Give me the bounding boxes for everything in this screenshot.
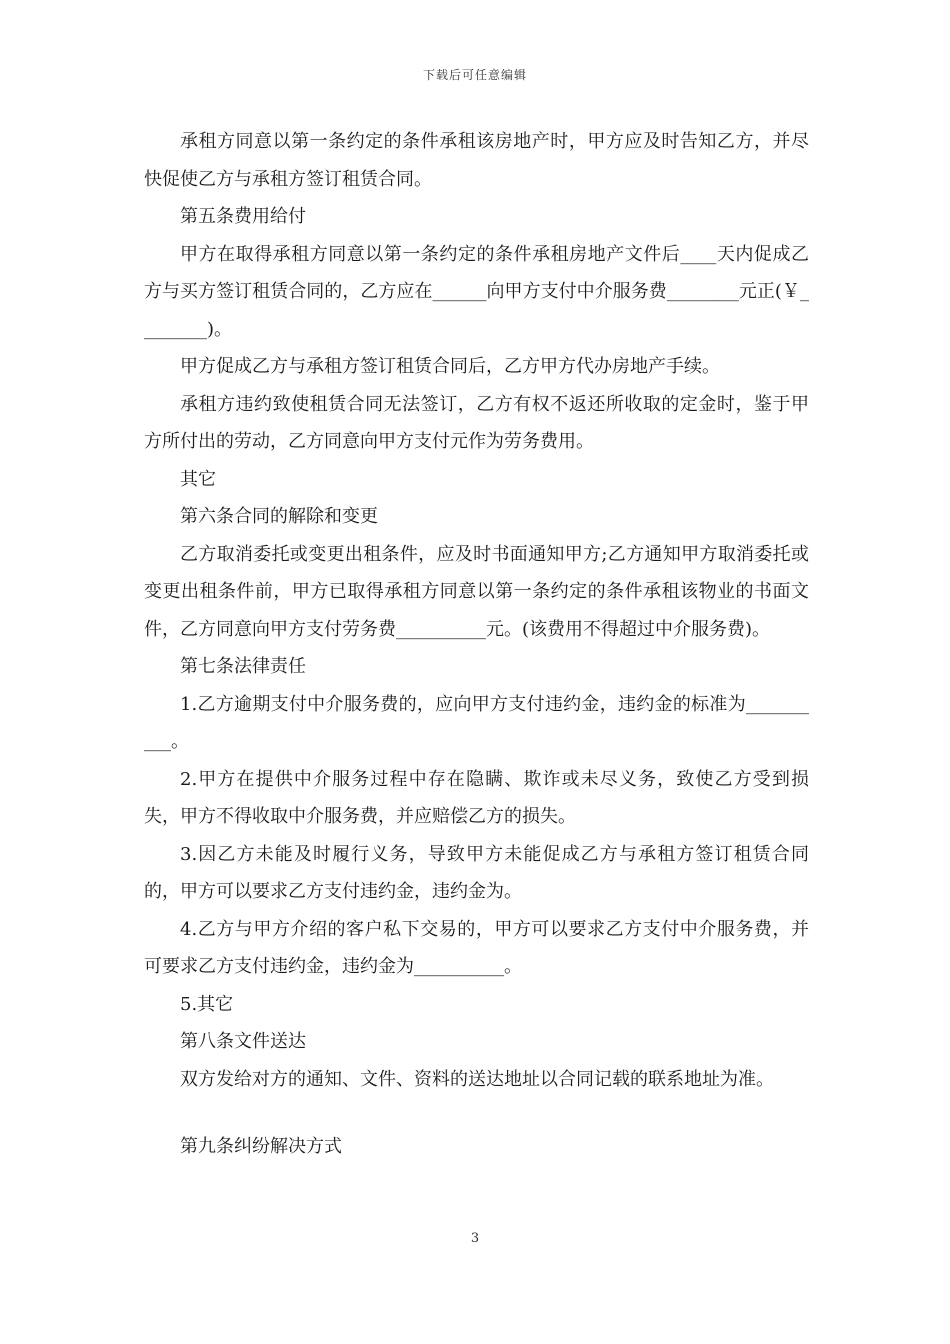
paragraph: 乙方取消委托或变更出租条件，应及时书面通知甲方;乙方通知甲方取消委托或变更出租条件前，甲方已取得承租方同意以第一条约定的条件承租该物业的书面文件，乙方同意向甲方支付劳务费__________元。(该费用不得超过中介服务费)。 <box>144 543 809 640</box>
section-heading-9: 第九条纠纷解决方式 <box>180 1136 342 1157</box>
paragraph: 甲方在取得承租方同意以第一条约定的条件承租房地产文件后____天内促成乙方与买方签订租赁合同的，乙方应在______向甲方支付中介服务费________元正(￥________)。 <box>144 243 809 340</box>
section-heading-8: 第八条文件送达 <box>180 1031 306 1052</box>
section-heading-7: 第七条法律责任 <box>180 656 306 677</box>
page-header: 下载后可任意编辑 <box>422 68 527 82</box>
list-item: 2.甲方在提供中介服务过程中存在隐瞒、欺诈或未尽义务，致使乙方受到损失，甲方不得收取中介服务费，并应赔偿乙方的损失。 <box>144 768 809 827</box>
list-item: 4.乙方与甲方介绍的客户私下交易的，甲方可以要求乙方支付中介服务费，并可要求乙方支付违约金，违约金为__________。 <box>144 918 809 977</box>
paragraph: 其它 <box>180 468 216 490</box>
page-number: 3 <box>470 1231 480 1246</box>
document-body <box>144 123 809 1166</box>
paragraph: 甲方促成乙方与承租方签订租赁合同后，乙方甲方代办房地产手续。 <box>180 356 720 377</box>
section-heading-5: 第五条费用给付 <box>180 206 306 227</box>
list-item: 1.乙方逾期支付中介服务费的，应向甲方支付违约金，违约金的标准为__________。 <box>144 693 809 752</box>
list-item: 3.因乙方未能及时履行义务，导致甲方未能促成乙方与承租方签订租赁合同的，甲方可以要求乙方支付违约金，违约金为。 <box>144 843 809 902</box>
section-heading-6: 第六条合同的解除和变更 <box>180 506 378 527</box>
list-item: 5.其它 <box>180 993 234 1015</box>
paragraph: 双方发给对方的通知、文件、资料的送达地址以合同记载的联系地址为准。 <box>180 1068 774 1090</box>
paragraph: 承租方违约致使租赁合同无法签订，乙方有权不返还所收取的定金时，鉴于甲方所付出的劳动，乙方同意向甲方支付元作为劳务费用。 <box>144 393 809 452</box>
paragraph: 承租方同意以第一条约定的条件承租该房地产时，甲方应及时告知乙方，并尽快促使乙方与承租方签订租赁合同。 <box>144 131 809 190</box>
